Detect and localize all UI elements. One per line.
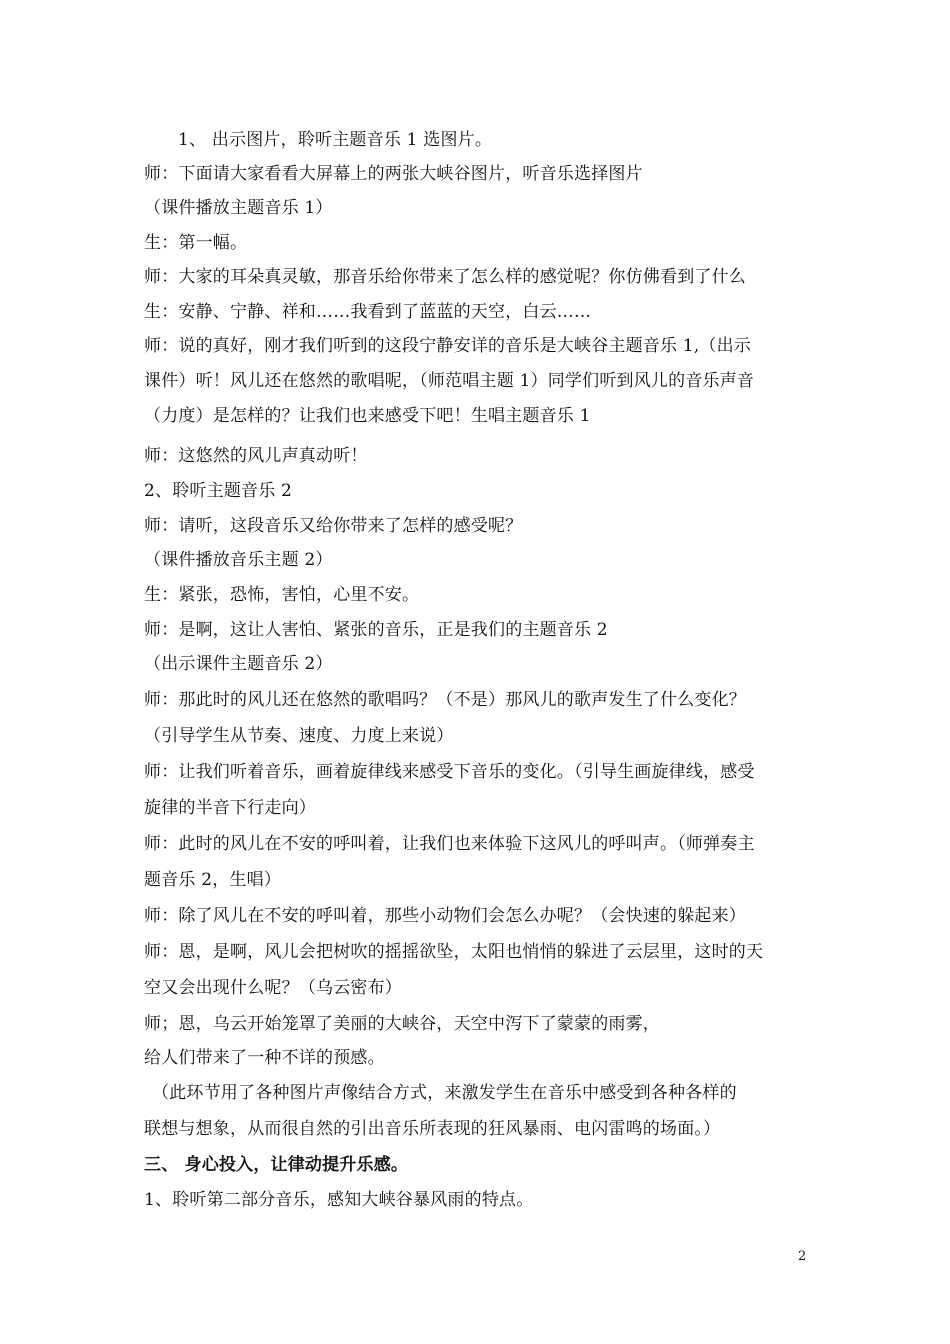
paragraph-line: 联想与想象，从而很自然的引出音乐所表现的狂风暴雨、电闪雷鸣的场面。）: [144, 1119, 721, 1139]
item-heading-2: 2、聆听主题音乐 2: [144, 481, 293, 501]
section-heading: 三、 身心投入，让律动提升乐感。: [144, 1155, 409, 1175]
paragraph-line: （引导学生从节奏、速度、力度上来说）: [144, 726, 454, 746]
paragraph-line: 1、聆听第二部分音乐，感知大峡谷暴风雨的特点。: [144, 1190, 534, 1210]
paragraph-line: 旋律的半音下行走向）: [144, 798, 316, 818]
paragraph-line: 师：请听，这段音乐又给你带来了怎样的感受呢？: [144, 516, 523, 536]
paragraph-line: 师：除了风儿在不安的呼叫着，那些小动物们会怎么办呢？（会快速的躲起来）: [144, 906, 746, 926]
paragraph-line: （课件播放音乐主题 2）: [144, 550, 333, 570]
paragraph-line: 师：那此时的风儿还在悠然的歌唱吗？（不是）那风儿的歌声发生了什么变化？: [144, 690, 746, 710]
paragraph-line: （力度）是怎样的？让我们也来感受下吧！生唱主题音乐 1: [144, 406, 591, 426]
paragraph-line: 给人们带来了一种不详的预感。: [144, 1048, 385, 1068]
paragraph-line: 师：下面请大家看看大屏幕上的两张大峡谷图片，听音乐选择图片: [144, 164, 643, 184]
paragraph-line: 师：这悠然的风儿声真动听！: [144, 446, 368, 466]
paragraph-line: 师：让我们听着音乐，画着旋律线来感受下音乐的变化。（引导生画旋律线，感受: [144, 762, 755, 782]
paragraph-line: 生：安静、宁静、祥和……我看到了蓝蓝的天空，白云……: [144, 302, 592, 322]
paragraph-line: 题音乐 2，生唱）: [144, 870, 282, 890]
item-heading-1: 1、 出示图片，聆听主题音乐 1 选图片。: [178, 130, 493, 150]
paragraph-line: 师：此时的风儿在不安的呼叫着，让我们也来体验下这风儿的呼叫声。（师弹奏主: [144, 834, 755, 854]
paragraph-line: 师：恩，是啊，风儿会把树吹的摇摇欲坠，太阳也悄悄的躲进了云层里，这时的天: [144, 942, 764, 962]
paragraph-line: 空又会出现什么呢？（乌云密布）: [144, 978, 402, 998]
paragraph-line: 生：紧张，恐怖，害怕，心里不安。: [144, 585, 420, 605]
paragraph-line: （此环节用了各种图片声像结合方式，来激发学生在音乐中感受到各种各样的: [152, 1083, 737, 1103]
paragraph-line: 生：第一幅。: [144, 233, 248, 253]
paragraph-line: 师：大家的耳朵真灵敏，那音乐给你带来了怎么样的感觉呢？你仿佛看到了什么: [144, 267, 746, 287]
paragraph-line: （课件播放主题音乐 1）: [144, 198, 333, 218]
paragraph-line: 师；恩，乌云开始笼罩了美丽的大峡谷，天空中泻下了蒙蒙的雨雾，: [144, 1014, 660, 1034]
paragraph-line: 课件）听！风儿还在悠然的歌唱呢，（师范唱主题 1）同学们听到风儿的音乐声音: [144, 371, 755, 391]
page-number: 2: [798, 1249, 807, 1264]
paragraph-line: 师：说的真好，刚才我们听到的这段宁静安详的音乐是大峡谷主题音乐 1,（出示: [144, 336, 752, 356]
paragraph-line: 师：是啊，这让人害怕、紧张的音乐，正是我们的主题音乐 2: [144, 620, 608, 640]
paragraph-line: （出示课件主题音乐 2）: [144, 654, 333, 674]
